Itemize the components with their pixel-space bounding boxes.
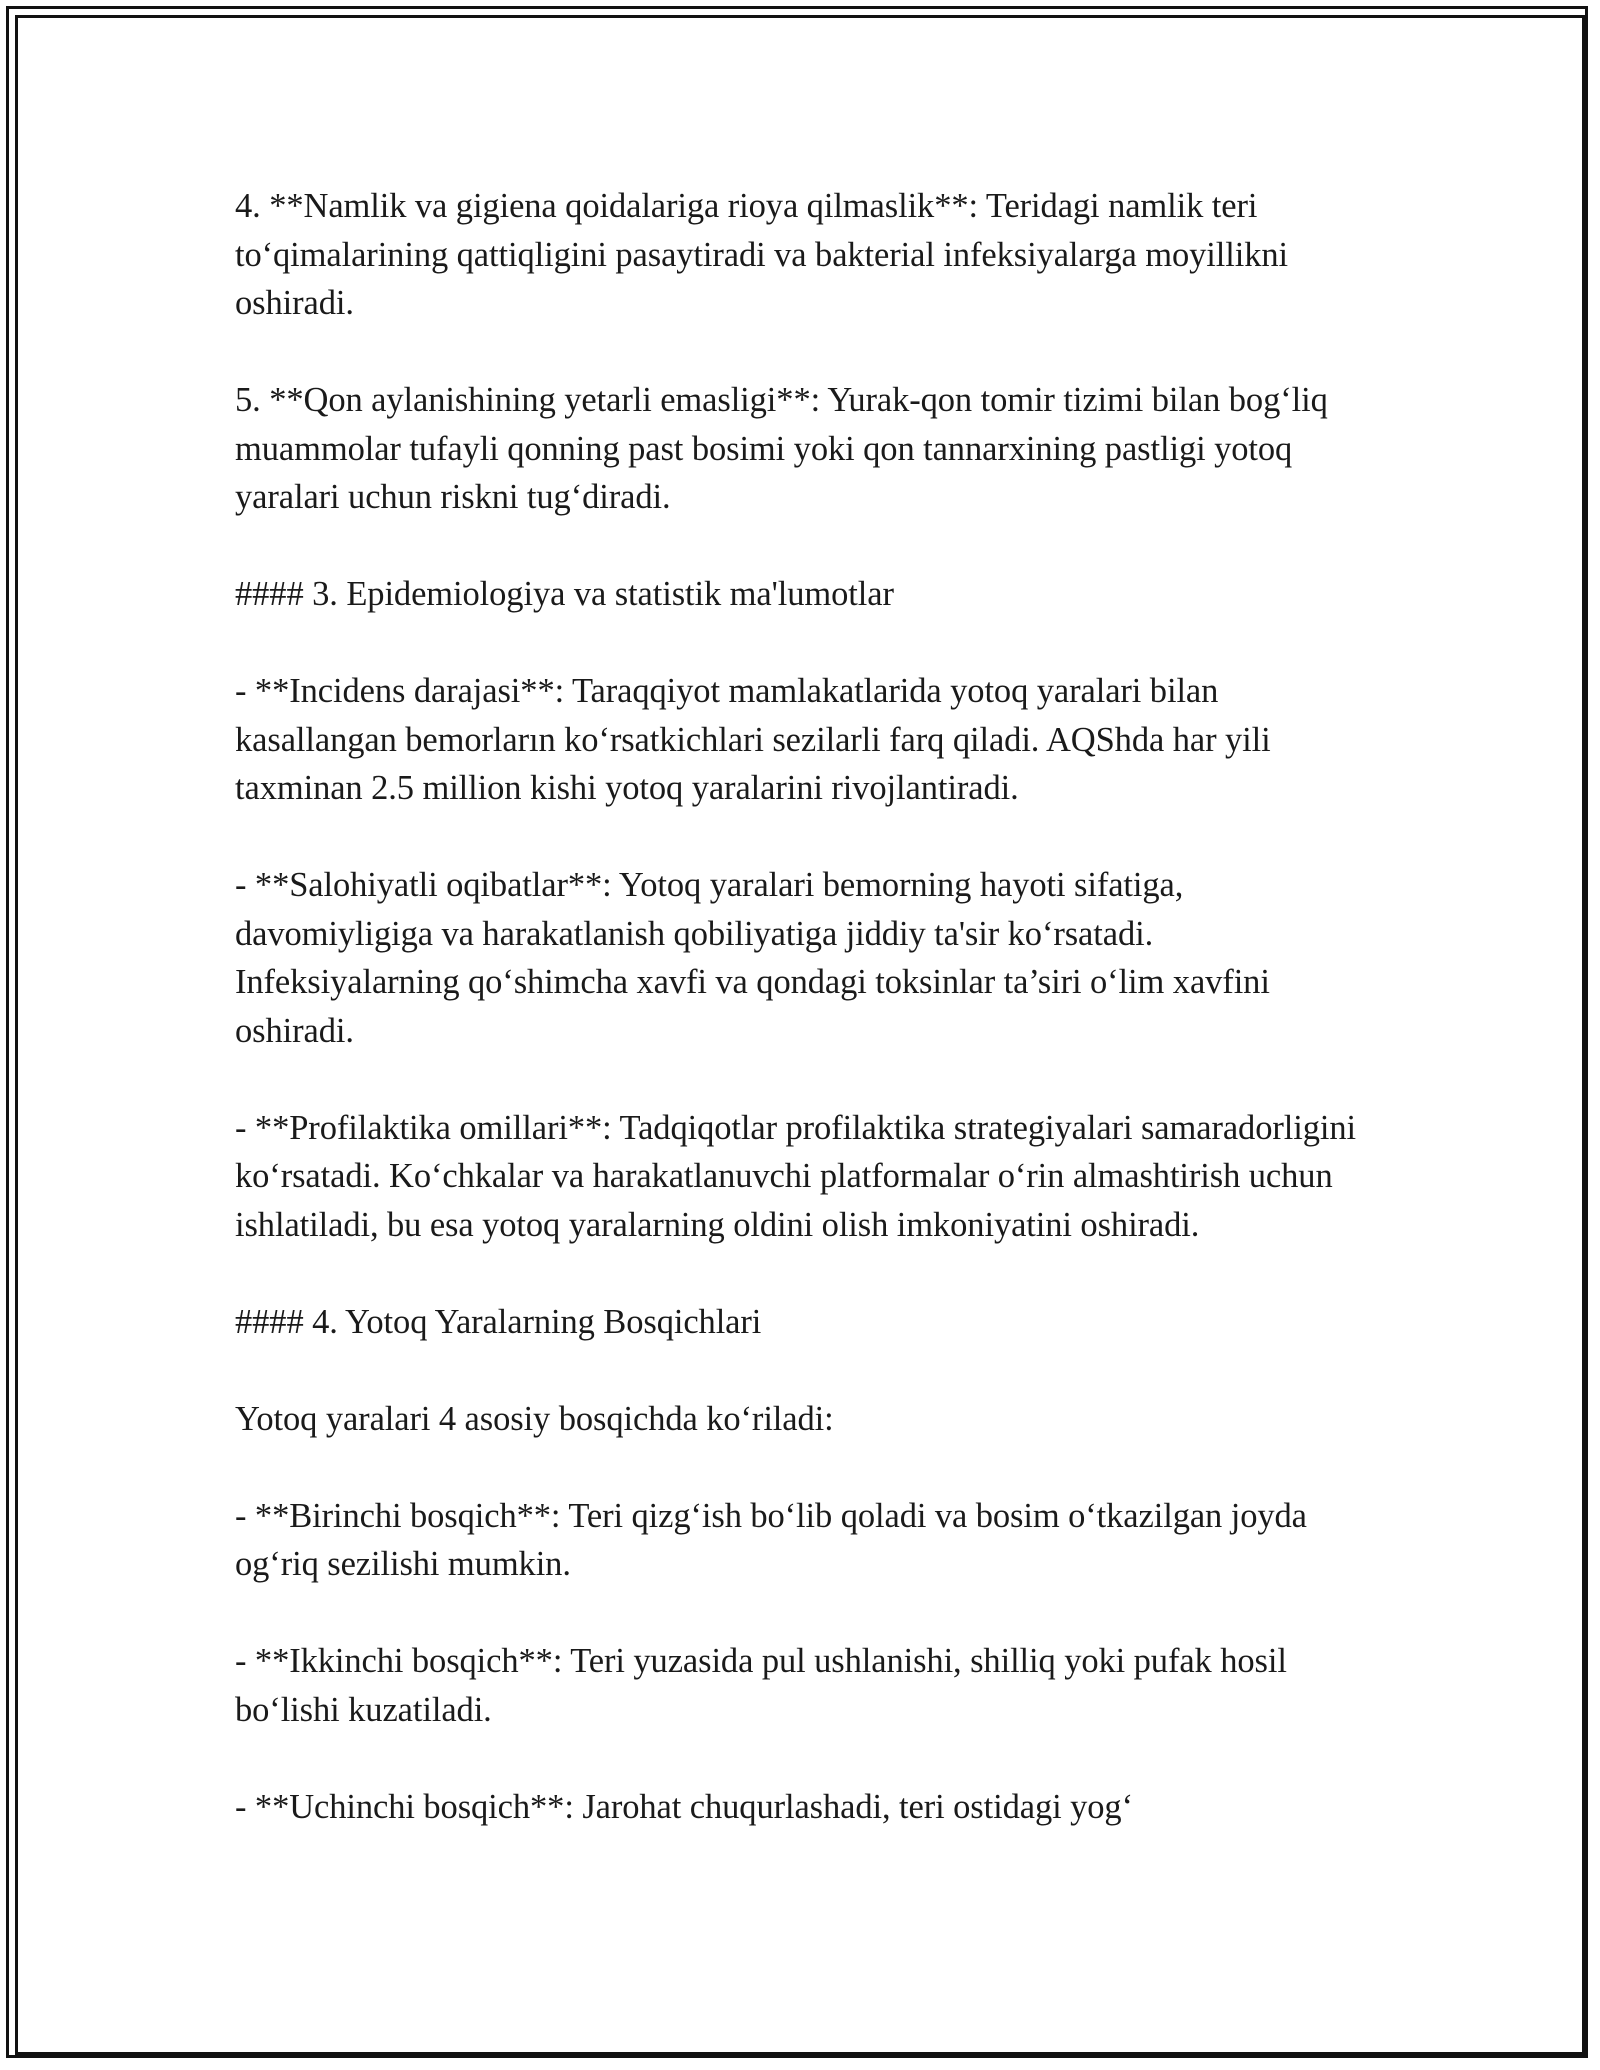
- document-body: [235, 182, 1365, 1880]
- paragraph-stages-intro: Yotoq yaralari 4 asosiy bosqichda ko‘riladi:: [235, 1399, 834, 1438]
- paragraph-hygiene: 4. **Namlik va gigiena qoidalariga rioya qilmaslik**: Teridagi namlik teri to‘qimalarining qattiqligini pasaytiradi va bakterial infeksiyalarga moyillikni oshiradi.: [235, 187, 1289, 322]
- heading-stages: #### 4. Yotoq Yaralarning Bosqichlari: [235, 1302, 762, 1341]
- paragraph-prevention: - **Profilaktika omillari**: Tadqiqotlar profilaktika strategiyalari samaradorligini ko‘rsatadi. Ko‘chkalar va harakatlanuvchi platformalar o‘rin almashtirish uchun ishlatiladi, bu esa yotoq yaralarning oldini olish imkoniyatini oshiradi.: [235, 1108, 1356, 1244]
- paragraph-consequences: - **Salohiyatli oqibatlar**: Yotoq yaralari bemorning hayoti sifatiga, davomiyligiga va harakatlanish qobiliyatiga jiddiy ta'sir ko‘rsatadi. Infeksiyalarning qo‘shimcha xavfi va qondagi toksinlar ta’siri o‘lim xavfini oshiradi.: [235, 866, 1270, 1050]
- paragraph-stage-two: - **Ikkinchi bosqich**: Teri yuzasida pul ushlanishi, shilliq yoki pufak hosil bo‘lishi kuzatiladi.: [235, 1642, 1287, 1729]
- heading-epidemiology: #### 3. Epidemiologiya va statistik ma'lumotlar: [235, 575, 894, 613]
- paragraph-circulation: 5. **Qon aylanishining yetarli emasligi**: Yurak-qon tomir tizimi bilan bog‘liq muammolar tufayli qonning past bosimi yoki qon tannarxining pastligi yotoq yaralari uchun riskni tug‘diradi.: [235, 381, 1328, 516]
- paragraph-stage-three: - **Uchinchi bosqich**: Jarohat chuqurlashadi, teri ostidagi yog‘: [235, 1787, 1133, 1826]
- paragraph-incidence: - **Incidens darajasi**: Taraqqiyot mamlakatlarida yotoq yaralari bilan kasallangan bemorların ko‘rsatkichlari sezilarli farq qiladi. AQShda har yili taxminan 2.5 million kishi yotoq yaralarini rivojlantiradi.: [235, 672, 1271, 807]
- paragraph-stage-one: - **Birinchi bosqich**: Teri qizg‘ish bo‘lib qoladi va bosim o‘tkazilgan joyda og‘riq sezilishi mumkin.: [235, 1496, 1307, 1583]
